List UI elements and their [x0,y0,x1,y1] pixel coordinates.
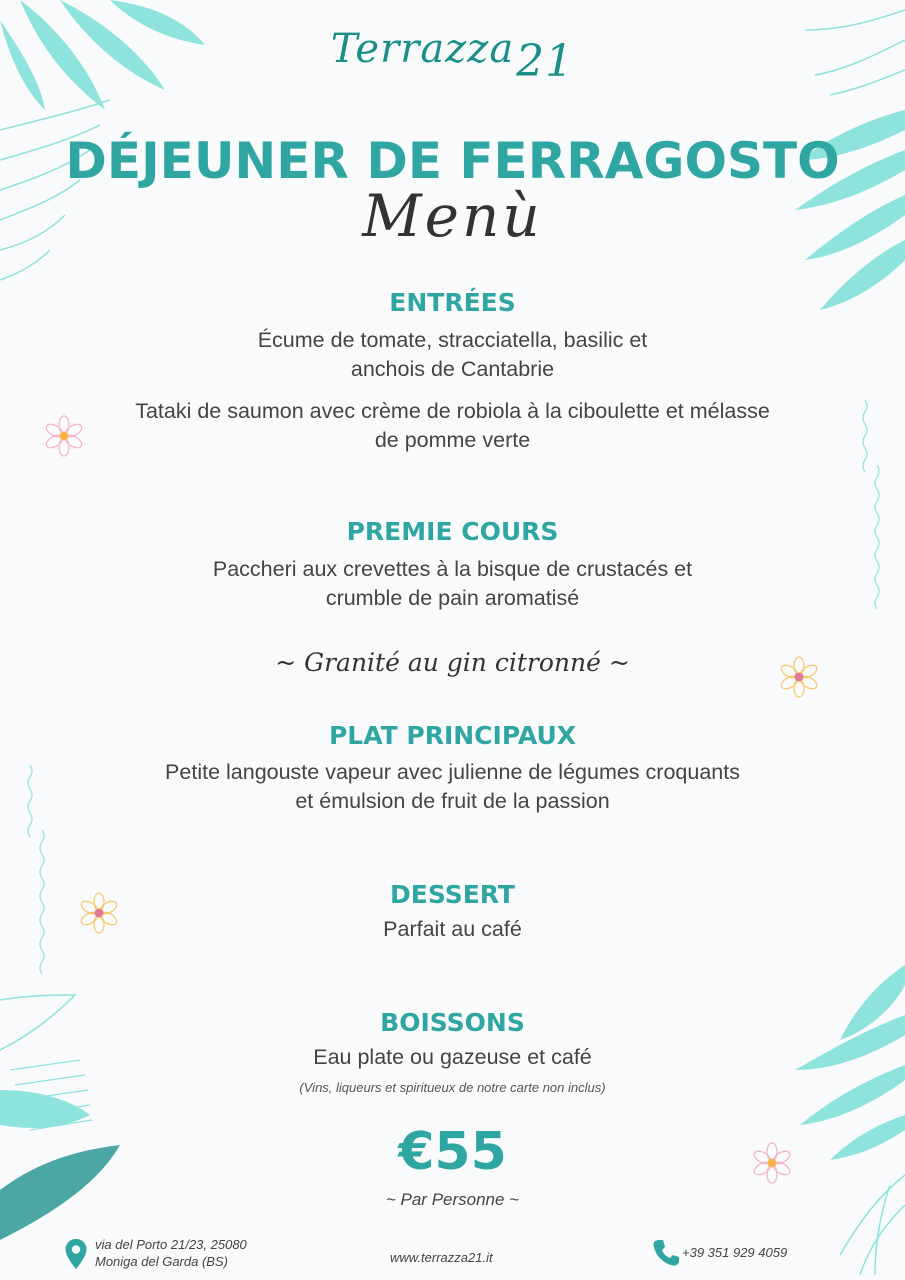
phone-icon [652,1238,680,1268]
section-title-plat-principaux: PLAT PRINCIPAUX [328,721,577,750]
section-title-dessert: DESSERT [390,880,515,909]
menu-subtitle: Menù [362,182,543,250]
menu-item-line: de pomme verte [374,428,531,452]
menu-item [0,397,905,455]
menu-item-line: anchois de Cantabrie [350,357,555,381]
menu-item-line: et émulsion de fruit de la passion [295,789,610,813]
address-line: Moniga del Garda (BS) [95,1254,228,1269]
section-title-premie-cours: PREMIE COURS [346,517,559,546]
address-line: via del Porto 21/23, 25080 [95,1237,247,1252]
leaf-decoration-bottom-right [780,955,905,1280]
menu-item [0,1043,905,1072]
menu-item-line: Paccheri aux crevettes à la bisque de crustacés et [212,557,693,581]
section-title-boissons: BOISSONS [380,1008,525,1037]
location-pin-icon [64,1238,88,1270]
menu-item-line: Eau plate ou gazeuse et café [313,1045,592,1069]
intermezzo: ~ Granité au gin citronné ~ [275,648,630,677]
menu-item [0,758,905,816]
menu-item-line: Petite langouste vapeur avec julienne de légumes croquants [165,760,740,784]
address [95,1236,247,1270]
menu-item-line: Tataki de saumon avec crème de robiola à la ciboulette et mélasse [135,399,770,423]
website-link[interactable]: www.terrazza21.it [390,1250,493,1265]
menu-item-line: crumble de pain aromatisé [325,586,580,610]
brand-number: 21 [516,36,575,87]
page-title: DÉJEUNER DE FERRAGOSTO [65,132,840,190]
brand-name: Terrazza [330,26,515,72]
menu-item [0,915,905,944]
price-note: ~ Par Personne ~ [385,1190,520,1209]
brand-logo [0,22,905,87]
menu-item [0,555,905,613]
drinks-note: (Vins, liqueurs et spiritueux de notre carte non inclus) [299,1080,606,1095]
section-title-entrees: ENTRÉES [389,288,516,317]
menu-item-line: Écume de tomate, stracciatella, basilic et [257,328,648,352]
phone-number[interactable]: +39 351 929 4059 [682,1245,788,1260]
menu-item [0,326,905,384]
menu-item-line: Parfait au café [383,917,522,941]
price: €55 [398,1122,507,1182]
